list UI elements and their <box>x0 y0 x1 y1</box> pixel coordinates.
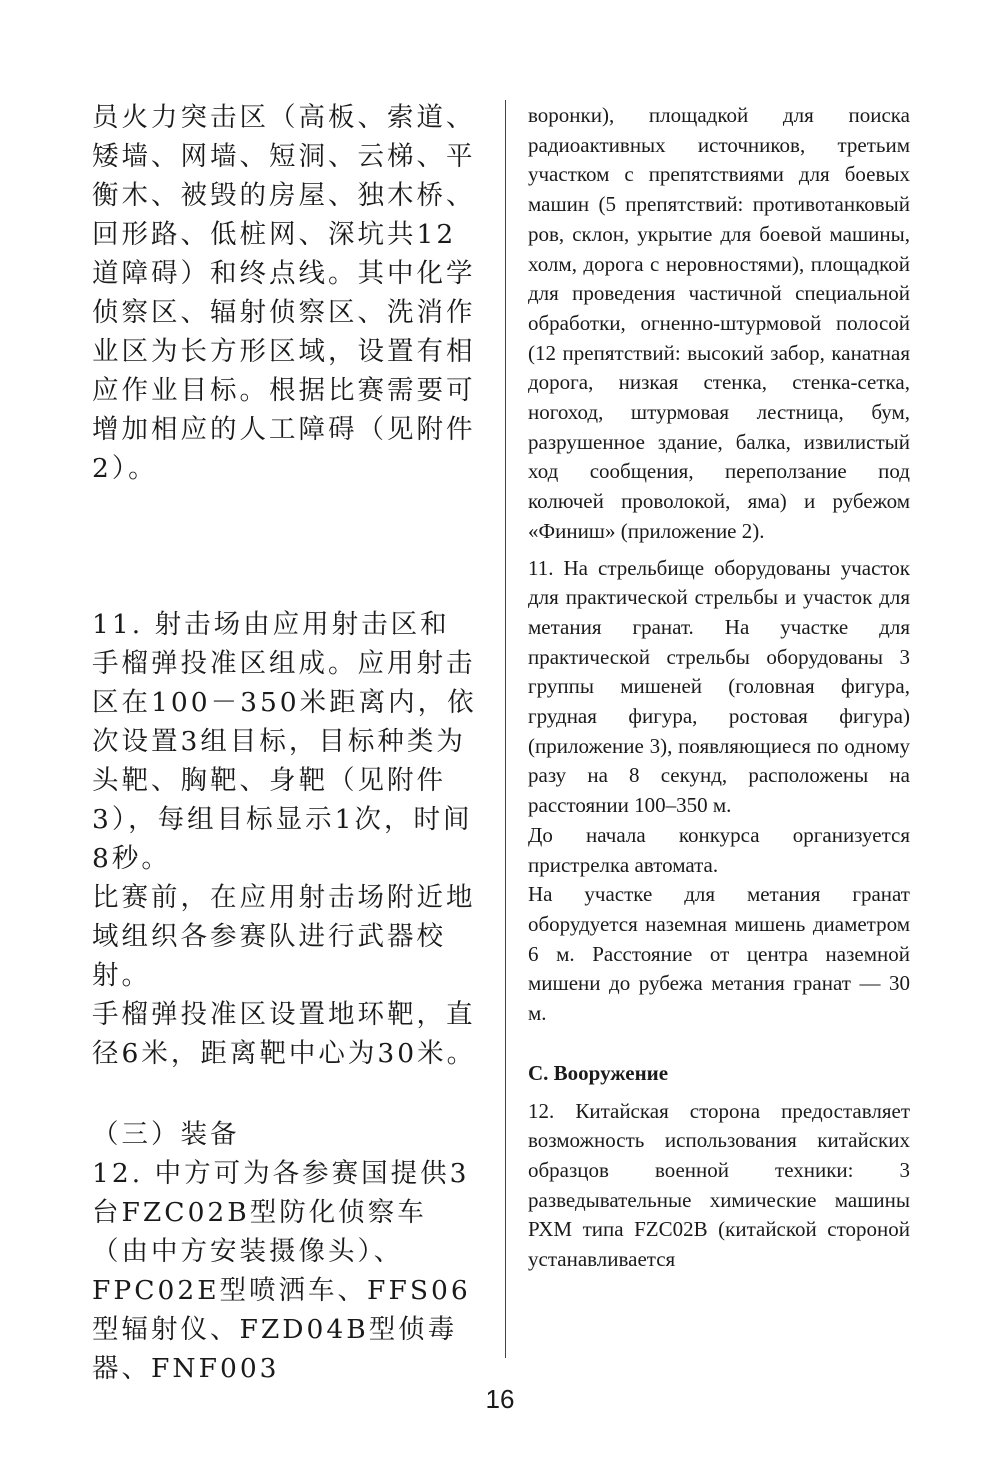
cn-section-heading: （三）装备 <box>92 1119 240 1150</box>
cn-paragraph-equipment: 12. 中方可为各参赛国提供3台FZC02B型防化侦察车（由中方安装摄像头）、FPC02E型喷洒车、FFS06型辐射仪、FZD04B型侦毒器、FNF003 <box>92 1158 471 1384</box>
ru-paragraph-zeroing: До начала конкурса организуется пристрелка автомата. <box>528 822 910 877</box>
ru-paragraph-shooting-range: 11. На стрельбище оборудованы участок для практической стрельбы и участок для метания гранат. На участке для практической стрельбы оборудованы 3 группы мишеней (головная фигура, грудная фигура, ростовая фигура) (приложение 3), появляющиеся по одному разу на 8 секунд, расположены на расстоянии 100–350 м. <box>528 555 910 818</box>
column-divider <box>505 100 506 1358</box>
ru-paragraph-equipment: 12. Китайская сторона предоставляет возможность использования китайских образцов военной техники: 3 разведывательные химические машины РХМ типа FZC02B (китайской стороной устанавливается <box>528 1098 910 1272</box>
ru-paragraph-grenade-area: На участке для метания гранат оборудуется наземная мишень диаметром 6 м. Расстояние от центра наземной мишени до рубежа метания гранат — 30 м. <box>528 882 910 1026</box>
page-number: 16 <box>485 1384 515 1414</box>
cn-paragraph-zeroing: 比赛前，在应用射击场附近地域组织各参赛队进行武器校射。 <box>92 882 476 991</box>
cn-paragraph-grenade-area: 手榴弹投准区设置地环靶，直径6米，距离靶中心为30米。 <box>92 999 477 1069</box>
russian-column <box>528 101 910 1275</box>
cn-paragraph-obstacles: 员火力突击区（高板、索道、矮墙、网墙、短洞、云梯、平衡木、被毁的房屋、独木桥、回形路、低桩网、深坑共12道障碍）和终点线。其中化学侦察区、辐射侦察区、洗消作业区为长方形区域，设置有相应作业目标。根据比赛需要可增加相应的人工障碍（见附件2）。 <box>92 102 476 484</box>
cn-paragraph-shooting-range: 11. 射击场由应用射击区和手榴弹投准区组成。应用射击区在100－350米距离内，依次设置3组目标，目标种类为头靶、胸靶、身靶（见附件3），每组目标显示1次，时间8秒。 <box>92 609 477 874</box>
ru-section-heading: C. Вооружение <box>528 1060 669 1085</box>
ru-paragraph-obstacles: воронки), площадкой для поиска радиоактивных источников, третьим участком с препятствиями для боевых машин (5 препятствий: противотанковый ров, склон, укрытие для боевой машины, холм, дорога с неровностями), площадкой для проведения частичной специальной обработки, огненно-штурмовой полосой (12 препятствий: высокий забор, канатная дорога, низкая стенка, стенка-сетка, ногоход, штурмовая лестница, бум, разрушенное здание, балка, извилистый ход сообщения, переползание под колючей проволокой, яма) и рубежом «Финиш» (приложение 2). <box>528 103 910 543</box>
chinese-column <box>92 98 477 1388</box>
